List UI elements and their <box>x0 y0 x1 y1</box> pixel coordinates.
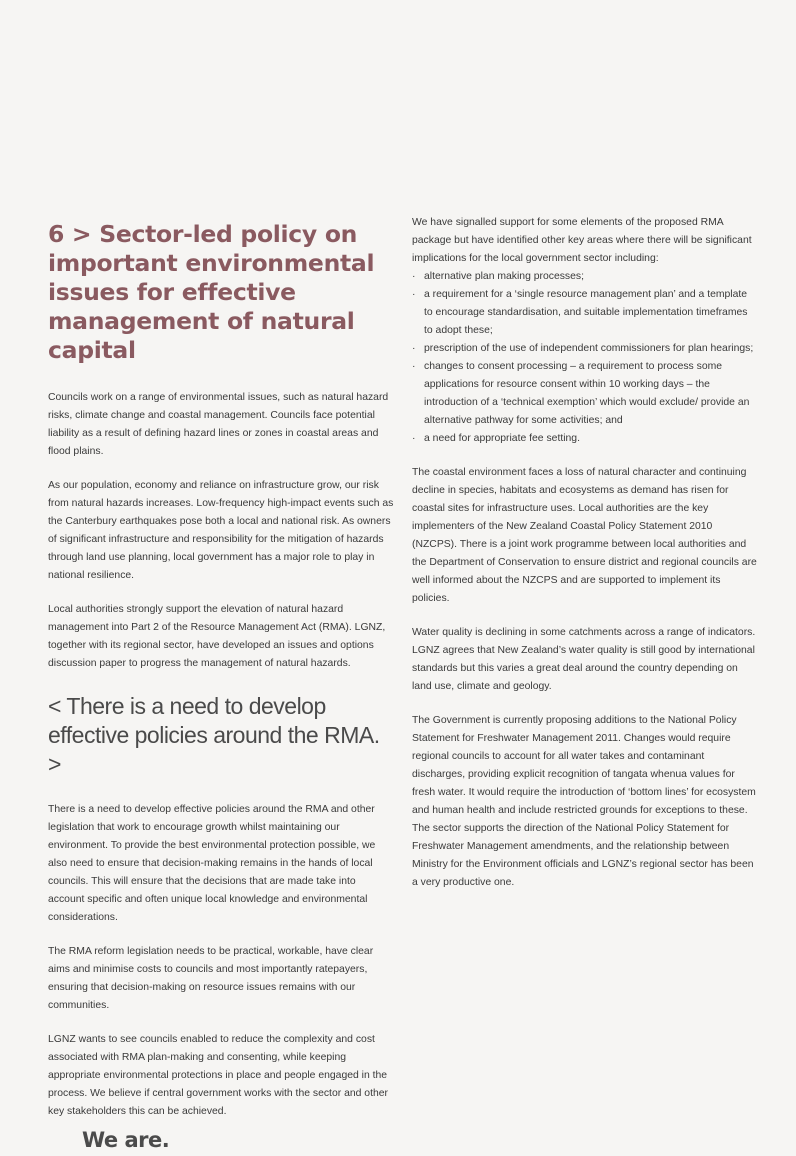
left-column <box>48 220 394 1121</box>
paragraph-water-quality: Water quality is declining in some catchments across a range of indicators. LGNZ agrees that New Zealand’s water quality is still good by international standards but this varies a great deal around the country depending on land use, climate and geology. <box>412 627 756 692</box>
section-heading: 6 > Sector-led policy on important environmental issues for effective management of natural capital <box>48 220 375 364</box>
footer-brand: We are. <box>82 1128 170 1152</box>
paragraph-rma-package: We have signalled support for some elements of the proposed RMA package but have identified other key areas where there will be significant implications for the local government sector including: <box>412 217 752 264</box>
right-column <box>412 214 758 892</box>
list-item: · prescription of the use of independent commissioners for plan hearings; <box>412 340 758 358</box>
paragraph-lgnz-complexity: LGNZ wants to see councils enabled to reduce the complexity and cost associated with RMA plan-making and consenting, while keeping appropriate environmental protections in place and people engaged in the process. We believe if central government works with the sector and other key stakeholders this can be achieved. <box>48 1034 388 1117</box>
bullet-icon: · <box>412 343 416 354</box>
bullet-icon: · <box>412 289 416 300</box>
list-item: · changes to consent processing – a requirement to process some applications for resource consent within 10 working days – the introduction of a ‘technical exemption’ which would exclude/ provide an alternative pathway for some activities; and <box>412 358 758 430</box>
paragraph-policies: There is a need to develop effective policies around the RMA and other legislation that work to encourage growth whilst maintaining our environment. To provide the best environmental protection possible, we also need to ensure that decision-making remains in the hands of local councils. This will ensure that the decisions that are made take into account specific and often unique local knowledge and environmental considerations. <box>48 804 376 923</box>
list-item: · a requirement for a ‘single resource management plan’ and a template to encourage standardisation, and suitable implementation timeframes to adopt these; <box>412 286 758 340</box>
paragraph-hazards-rma: Local authorities strongly support the elevation of natural hazard management into Part 2 of the Resource Management Act (RMA). LGNZ, together with its regional sector, have developed an issues and options discussion paper to progress the management of natural hazards. <box>48 604 386 669</box>
list-item: · alternative plan making processes; <box>412 268 758 286</box>
paragraph-rma-reform: The RMA reform legislation needs to be practical, workable, have clear aims and minimise costs to councils and most importantly ratepayers, ensuring that decision-making on resource issues remains with our communities. <box>48 946 374 1011</box>
paragraph-hazards-intro: Councils work on a range of environmental issues, such as natural hazard risks, climate change and coastal management. Councils face potential liability as a result of defining hazard lines or zones in coastal areas and flood plains. <box>48 392 389 457</box>
paragraph-hazards-risk: As our population, economy and reliance on infrastructure grow, our risk from natural hazards increases. Low-frequency high-impact events such as the Canterbury earthquakes pose both a local and national risk. As owners of significant infrastructure and responsibility for the mitigation of hazards through land use planning, local government has a major role to play in national resilience. <box>48 480 394 581</box>
pull-quote: < There is a need to develop effective policies around the RMA. > <box>48 693 380 777</box>
paragraph-freshwater: The Government is currently proposing additions to the National Policy Statement for Freshwater Management 2011. Changes would require regional councils to account for all water takes and contaminant discharges, providing explicit recognition of tangata whenua values for fresh water. It would require the introduction of ‘bottom lines’ for ecosystem and human health and include restricted grounds for exceptions to these. The sector supports the direction of the National Policy Statement for Freshwater Management amendments, and the relationship between Ministry for the Environment officials and LGNZ’s regional sector has been a very productive one. <box>412 715 756 888</box>
paragraph-coastal: The coastal environment faces a loss of natural character and continuing decline in species, habitats and ecosystems as demand has risen for coastal sites for infrastructure uses. Local authorities are the key implementers of the New Zealand Coastal Policy Statement 2010 (NZCPS). There is a joint work programme between local authorities and the Department of Conservation to ensure district and regional councils are well informed about the NZCPS and are supported to implement its policies. <box>412 467 757 604</box>
implications-list <box>412 268 758 448</box>
bullet-icon: · <box>412 361 416 372</box>
list-item: · a need for appropriate fee setting. <box>412 430 758 448</box>
bullet-icon: · <box>412 433 416 444</box>
bullet-icon: · <box>412 271 416 282</box>
